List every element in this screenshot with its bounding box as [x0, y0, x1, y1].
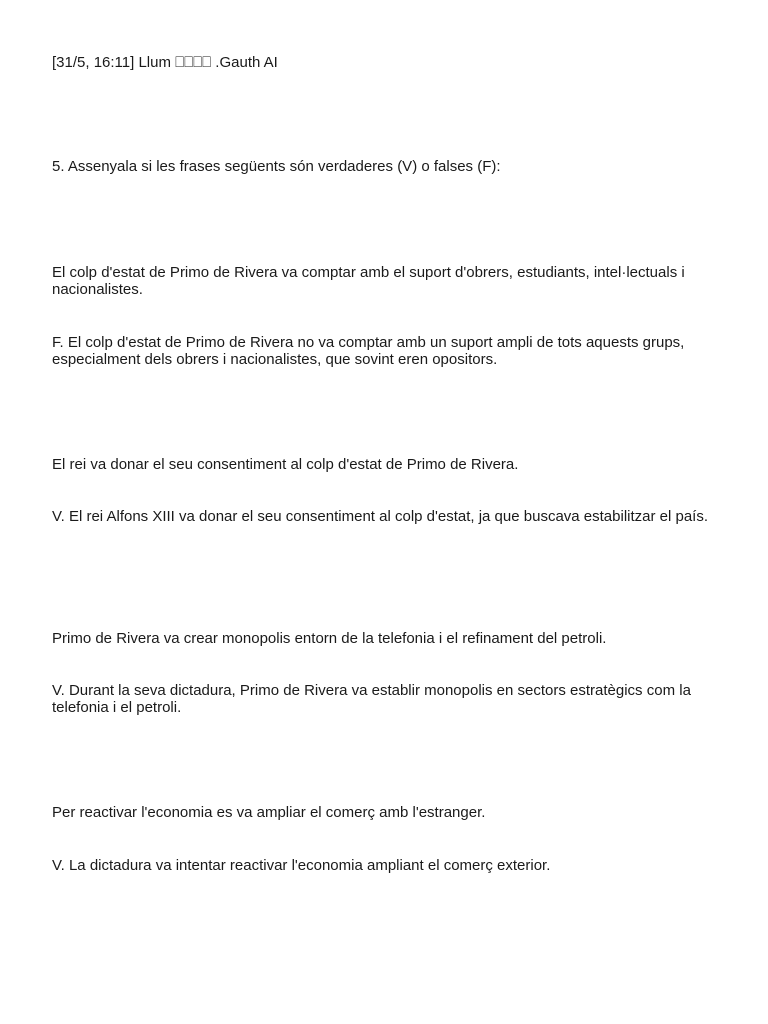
- answer-4: V. La dictadura va intentar reactivar l'economia ampliant el comerç exterior.: [52, 857, 551, 874]
- answer-3: V. Durant la seva dictadura, Primo de Rivera va establir monopolis en sectors estratègics com la telefonia i el petroli.: [52, 682, 691, 716]
- statement-4: Per reactivar l'economia es va ampliar el comerç amb l'estranger.: [52, 804, 486, 821]
- statement-1: El colp d'estat de Primo de Rivera va comptar amb el suport d'obrers, estudiants, intel·lectuals i nacionalistes.: [52, 264, 685, 298]
- question-prompt: 5. Assenyala si les frases següents són verdaderes (V) o falses (F):: [52, 158, 501, 175]
- answer-1: F. El colp d'estat de Primo de Rivera no va comptar amb un suport ampli de tots aquests grups, especialment dels obrers i nacionalistes, que sovint eren opositors.: [52, 334, 685, 368]
- statement-3: Primo de Rivera va crear monopolis entorn de la telefonia i el refinament del petroli.: [52, 630, 607, 647]
- statement-2: El rei va donar el seu consentiment al colp d'estat de Primo de Rivera.: [52, 456, 519, 473]
- chat-header: [31/5, 16:11] Llum ⎕⎕⎕⎕ .Gauth AI: [52, 54, 278, 71]
- answer-2: V. El rei Alfons XIII va donar el seu consentiment al colp d'estat, ja que buscava estabilitzar el país.: [52, 508, 709, 525]
